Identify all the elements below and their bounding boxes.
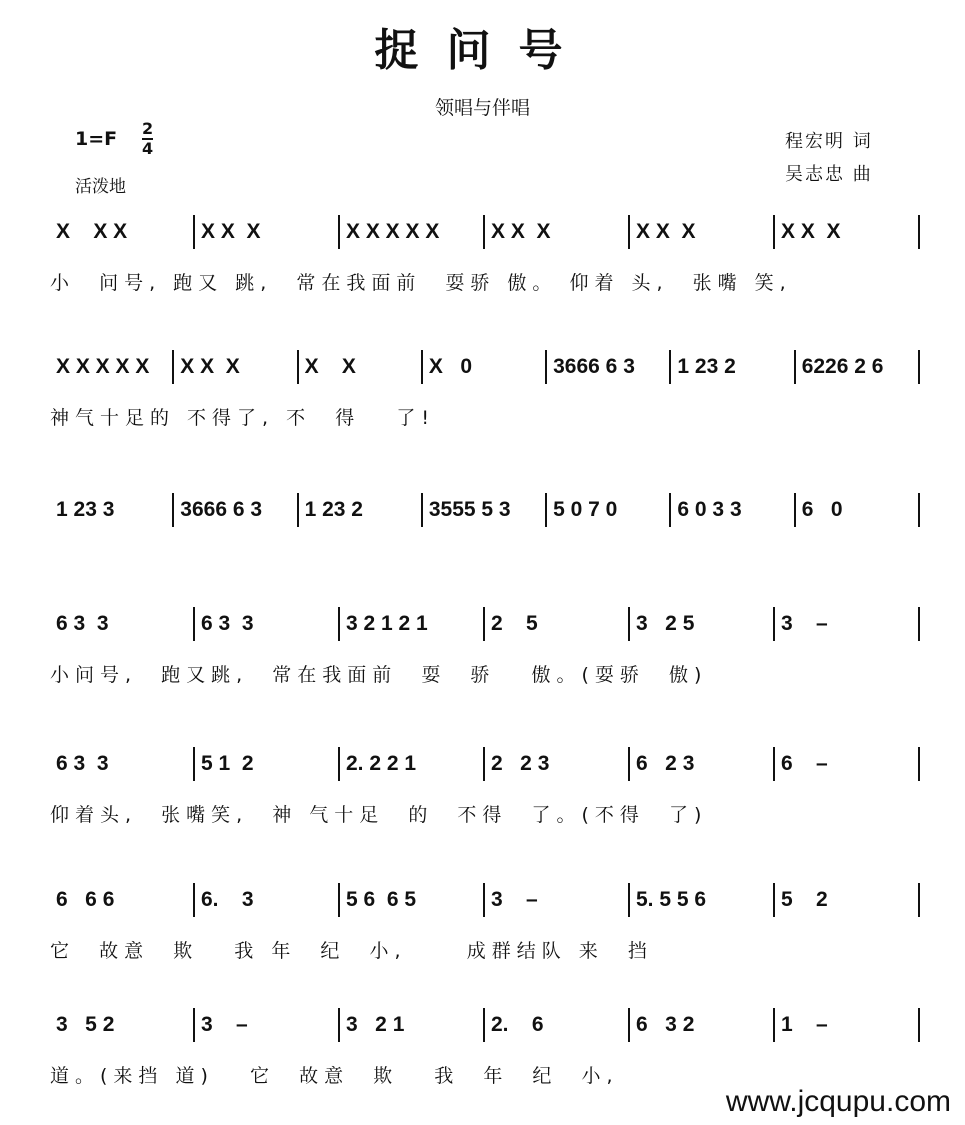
measure: 6 3 3 [195,607,340,641]
measure: 6 – [775,747,920,781]
measure: X X X [174,350,298,384]
notation-row [50,1008,920,1042]
time-signature [142,120,153,158]
measure: 6 0 3 3 [671,493,795,527]
measure: 3555 5 3 [423,493,547,527]
measure: X X X X X [50,350,174,384]
measure: X X X [630,215,775,249]
measure: X X X [50,215,195,249]
measure: X X X [195,215,340,249]
measure: 3 2 1 [340,1008,485,1042]
measure: 3 2 5 [630,607,775,641]
notation-row [50,607,920,641]
measure: 6226 2 6 [796,350,920,384]
lyrics-line: 道。(来挡 道) 它 故意 欺 我 年 纪 小, [50,1065,619,1087]
measure: 3 – [485,883,630,917]
measure: 3666 6 3 [547,350,671,384]
measure: X X X X X [340,215,485,249]
measure: 6 3 3 [50,747,195,781]
notation-row [50,493,920,527]
measure: 5. 5 5 6 [630,883,775,917]
measure: 6. 3 [195,883,340,917]
measure: 2. 6 [485,1008,630,1042]
measure: 6 2 3 [630,747,775,781]
lyrics-line: 小问号, 跑又跳, 常在我面前 耍 骄 傲。(耍骄 傲) [50,664,708,686]
measure: 1 – [775,1008,920,1042]
composer: 吴志忠 曲 [785,164,873,185]
key-signature: 1=F [75,128,118,150]
measure: 6 3 3 [50,607,195,641]
measure: X X X [775,215,920,249]
measure: 6 3 2 [630,1008,775,1042]
measure: 3 2 1 2 1 [340,607,485,641]
lyrics-line: 小 问号, 跑又 跳, 常在我面前 耍骄 傲。 仰着 头, 张嘴 笑, [50,272,792,294]
lyrics-line: 神气十足的 不得了, 不 得 了! [50,407,435,429]
measure: 6 6 6 [50,883,195,917]
notation-row [50,350,920,384]
measure: X X X [485,215,630,249]
measure: 1 23 2 [671,350,795,384]
measure: 5 2 [775,883,920,917]
measure: X X [299,350,423,384]
measure: 2 5 [485,607,630,641]
time-top: 2 [142,119,154,138]
measure: X 0 [423,350,547,384]
measure: 1 23 3 [50,493,174,527]
tempo-marking: 活泼地 [75,177,126,197]
measure: 3 – [195,1008,340,1042]
lyricist: 程宏明 词 [785,131,873,152]
notation-row [50,215,920,249]
measure: 5 0 7 0 [547,493,671,527]
notation-row [50,883,920,917]
measure: 5 6 6 5 [340,883,485,917]
measure: 2. 2 2 1 [340,747,485,781]
lyrics-line: 仰着头, 张嘴笑, 神 气十足 的 不得 了。(不得 了) [50,804,708,826]
measure: 5 1 2 [195,747,340,781]
measure: 3 – [775,607,920,641]
measure: 6 0 [796,493,920,527]
measure: 3666 6 3 [174,493,298,527]
lyrics-line: 它 故意 欺 我 年 纪 小, 成群结队 来 挡 [50,940,653,962]
watermark: www.jcqupu.com [725,1085,951,1118]
measure: 2 2 3 [485,747,630,781]
measure: 1 23 2 [299,493,423,527]
subtitle: 领唱与伴唱 [434,97,530,119]
song-title: 捉问号 [374,25,591,76]
notation-row [50,747,920,781]
time-bottom: 4 [142,139,154,158]
measure: 3 5 2 [50,1008,195,1042]
